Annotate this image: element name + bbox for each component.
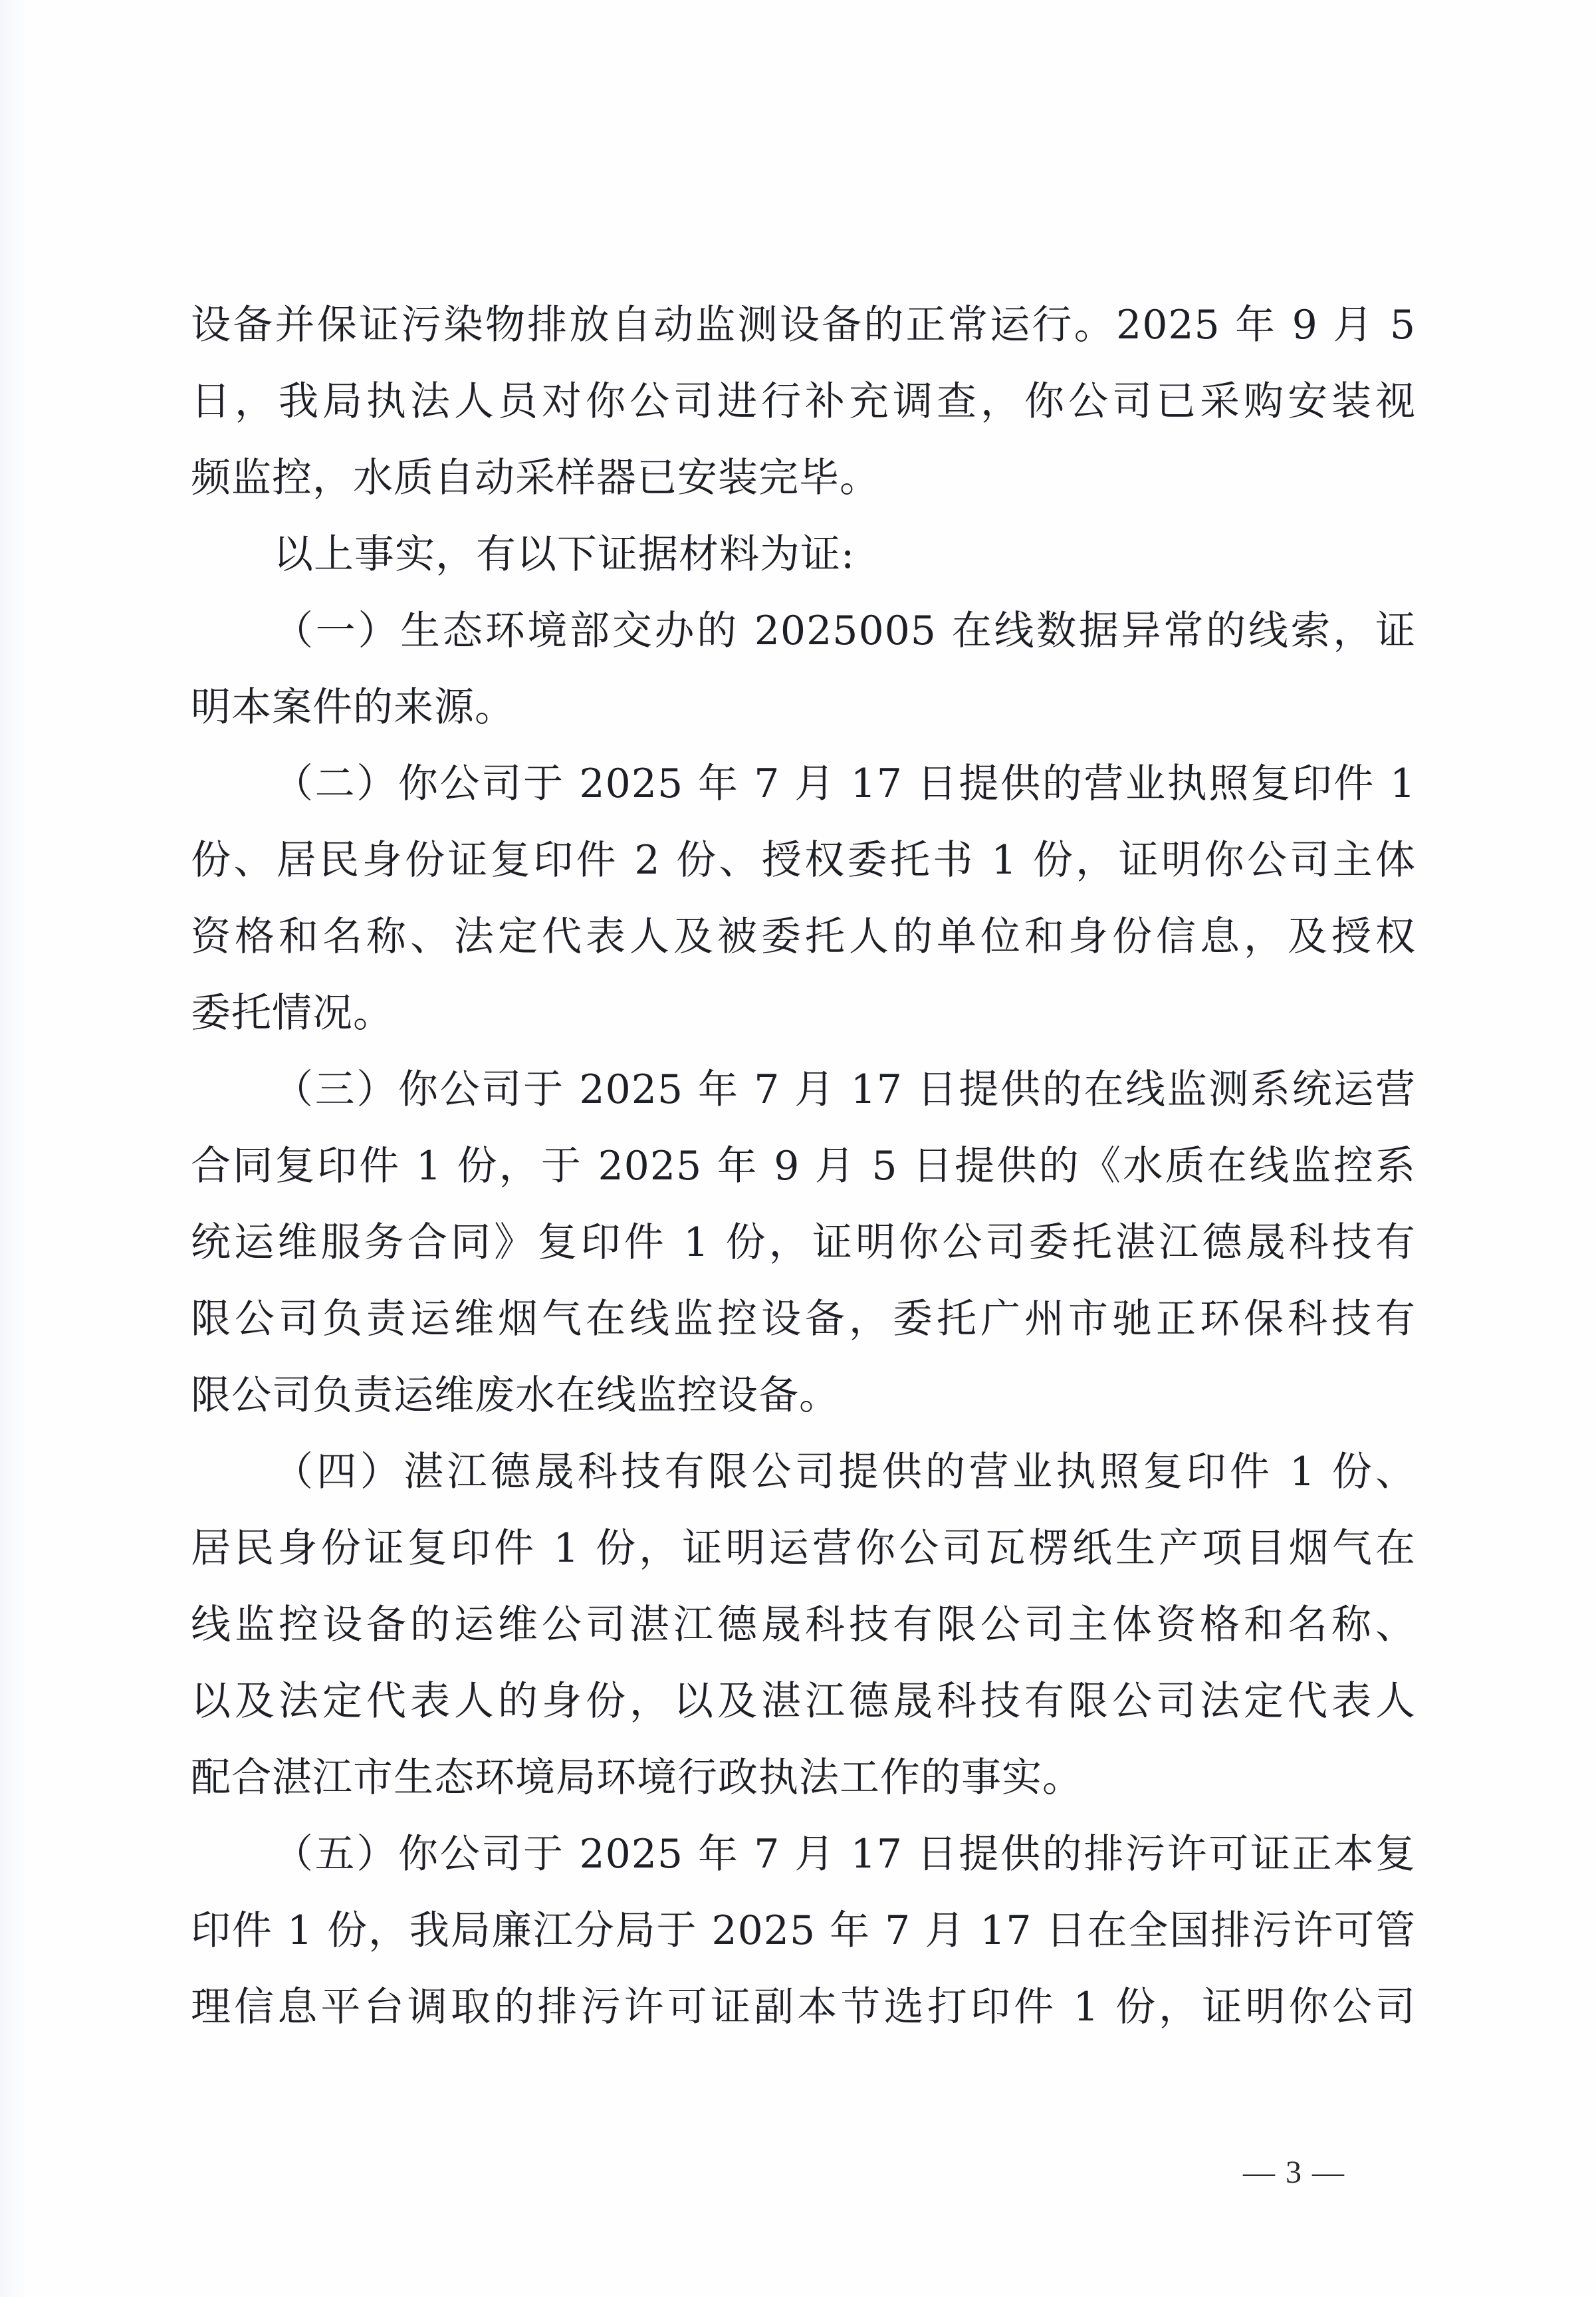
text-line: 配合湛江市生态环境局环境行政执法工作的事实。 [191, 1754, 1083, 1801]
page-number: — 3 — [1243, 2155, 1345, 2190]
document-body [191, 287, 1416, 2046]
paragraph-evidence-5 [191, 1816, 1416, 2046]
paragraph-evidence-4 [191, 1434, 1416, 1816]
text-line: （五）你公司于 2025 年 7 月 17 日提供的排污许可证正本复 [273, 1831, 1416, 1877]
text-line: 限公司负责运维废水在线监控设备。 [191, 1372, 840, 1419]
text-line: 份、居民身份证复印件 2 份、授权委托书 1 份，证明你公司主体 [191, 837, 1416, 884]
text-line: 合同复印件 1 份，于 2025 年 9 月 5 日提供的《水质在线监控系 [191, 1143, 1416, 1189]
text-line: 频监控，水质自动采样器已安装完毕。 [191, 455, 880, 501]
text-line: 日，我局执法人员对你公司进行补充调查，你公司已采购安装视 [191, 378, 1416, 425]
paragraph-evidence-intro [191, 517, 1416, 593]
text-line: 限公司负责运维烟气在线监控设备，委托广州市驰正环保科技有 [191, 1296, 1416, 1342]
text-line: 明本案件的来源。 [191, 684, 515, 731]
scan-edge-shadow [0, 0, 27, 2297]
text-line: 线监控设备的运维公司湛江德晟科技有限公司主体资格和名称、 [191, 1602, 1416, 1648]
text-line: 居民身份证复印件 1 份，证明运营你公司瓦楞纸生产项目烟气在 [191, 1525, 1416, 1572]
text-line: 委托情况。 [191, 990, 394, 1036]
paragraph-continuation [191, 287, 1416, 517]
text-line: 统运维服务合同》复印件 1 份，证明你公司委托湛江德晟科技有 [191, 1219, 1416, 1266]
text-line: 以及法定代表人的身份，以及湛江德晟科技有限公司法定代表人 [191, 1678, 1416, 1725]
text-line: 理信息平台调取的排污许可证副本节选打印件 1 份，证明你公司 [191, 1984, 1416, 2030]
text-line: 以上事实，有以下证据材料为证: [273, 531, 855, 578]
paragraph-evidence-3 [191, 1052, 1416, 1434]
text-line: （四）湛江德晟科技有限公司提供的营业执照复印件 1 份、 [273, 1449, 1416, 1495]
text-line: （二）你公司于 2025 年 7 月 17 日提供的营业执照复印件 1 [273, 761, 1416, 807]
paragraph-evidence-1 [191, 593, 1416, 746]
text-line: （三）你公司于 2025 年 7 月 17 日提供的在线监测系统运营 [273, 1066, 1416, 1113]
paragraph-evidence-2 [191, 746, 1416, 1052]
text-line: 印件 1 份，我局廉江分局于 2025 年 7 月 17 日在全国排污许可管 [191, 1907, 1416, 1954]
text-line: （一）生态环境部交办的 2025005 在线数据异常的线索，证 [273, 608, 1416, 654]
text-line: 资格和名称、法定代表人及被委托人的单位和身份信息，及授权 [191, 913, 1416, 960]
text-line: 设备并保证污染物排放自动监测设备的正常运行。2025 年 9 月 5 [191, 302, 1416, 348]
